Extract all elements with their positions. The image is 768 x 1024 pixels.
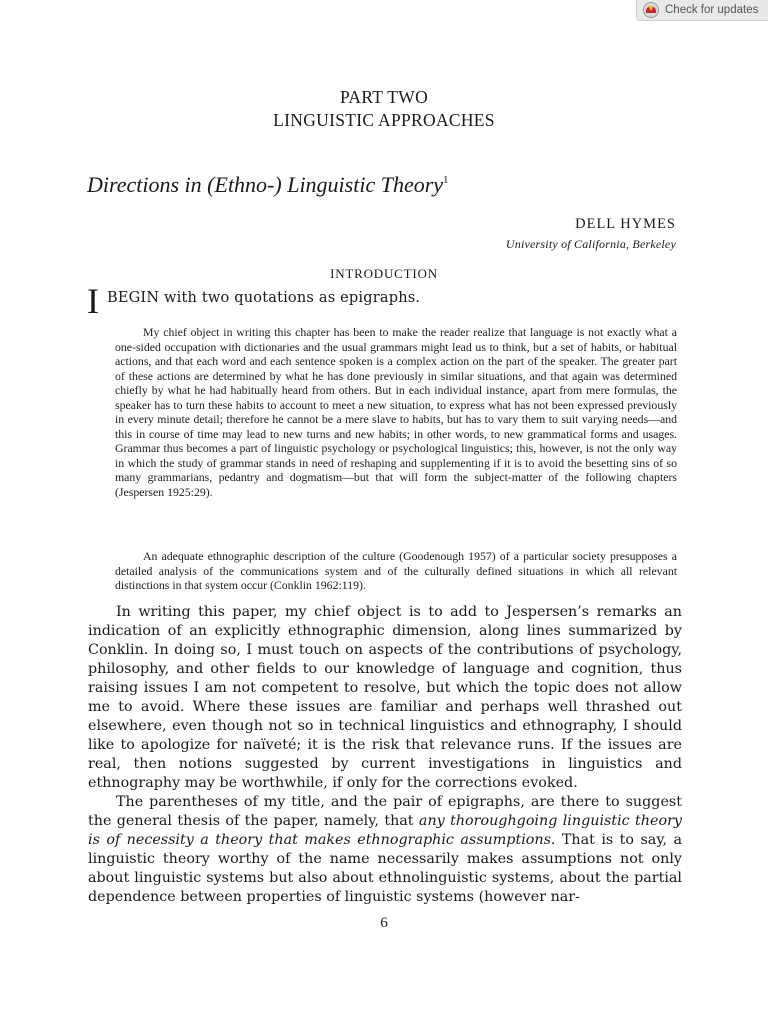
epigraph-text: An adequate ethnographic description of the culture (Goodenough 1957) of a particular society presupposes a detailed analysis of the communications system and of the culturally defined situations in which all relevant distinctions in that system occur (Conklin 1962:119).: [115, 549, 677, 592]
epigraph-conklin: [115, 549, 677, 593]
footnote-mark[interactable]: 1: [443, 174, 449, 186]
paragraph-text: [88, 793, 682, 907]
part-number: PART TWO: [339, 87, 429, 107]
body-paragraph-2: [88, 793, 682, 907]
author-affiliation: University of California, Berkeley: [505, 237, 676, 251]
thesis-statement: any thoroughgoing linguistic theory is of necessity a theory that makes ethnographic assumptions.: [88, 813, 682, 848]
drop-cap: I: [87, 281, 99, 321]
author-name: DELL HYMES: [575, 216, 676, 232]
body-paragraph-1: [88, 603, 682, 793]
part-title: LINGUISTIC APPROACHES: [273, 110, 495, 130]
paragraph-lead: The parentheses of my title, and the pair of epigraphs, are there to suggest the general thesis of the paper, namely, that: [88, 794, 682, 829]
opening-line: BEGIN with two quotations as epigraphs.: [107, 290, 421, 306]
chapter-title: [87, 172, 449, 198]
crossmark-icon: [643, 2, 659, 18]
chapter-title-text: Directions in (Ethno-) Linguistic Theory: [87, 172, 444, 197]
part-heading: [0, 86, 768, 132]
paragraph-continuation: That is to say, a linguistic theory worthy of the name necessarily makes assumptions not only about linguistic systems but also about ethnolinguistic systems, about the partial dependence between properties of linguistic systems (however nar-: [88, 832, 682, 905]
page-number: 6: [380, 915, 388, 931]
check-for-updates-label: Check for updates: [665, 4, 759, 16]
section-heading: INTRODUCTION: [330, 266, 438, 281]
check-for-updates-button[interactable]: [636, 0, 768, 21]
epigraph-jespersen: [115, 325, 677, 499]
paragraph-text: In writing this paper, my chief object is to add to Jespersen’s remarks an indication of an explicitly ethnographic dimension, along lines summarized by Conklin. In doing so, I must touch on aspects of the contributions of psychology, philosophy, and other fields to our knowledge of language and cognition, thus raising issues I am not competent to resolve, but which the topic does not allow me to avoid. Where these issues are familiar and perhaps well thrashed out elsewhere, even though not so in technical linguistics and ethnography, I should like to apologize for naïveté; it is the risk that relevance runs. If the issues are real, then notions suggested by current investigations in linguistics and ethnography may be worthwhile, if only for the corrections evoked.: [88, 604, 682, 791]
epigraph-text: My chief object in writing this chapter has been to make the reader realize that language is not exactly what a one-sided occupation with dictionaries and the usual grammars might lead us to think, but a set of habits, or habitual actions, and that each word and each sentence spoken is a complex action on the part of the speaker. The greater part of these actions are determined by what he has done previously in similar situations, and that again was determined chiefly by what he had habitually heard from others. But in each individual instance, apart from mere formulas, the speaker has to turn these habits to account to meet a new situation, to express what has not been expressed previously in every minute detail; therefore he cannot be a mere slave to habits, but has to vary them to suit varying needs—and this in course of time may lead to new turns and new habits; in other words, to new grammatical forms and usages. Grammar thus becomes a part of linguistic psychology or psychological linguistics; this, however, is not the only way in which the study of grammar stands in need of reshaping and supplementing if it is to avoid the besetting sins of so many grammarians, pedantry and dogmatism—but that will form the subject-matter of the following chapters (Jespersen 1925:29).: [115, 325, 677, 499]
